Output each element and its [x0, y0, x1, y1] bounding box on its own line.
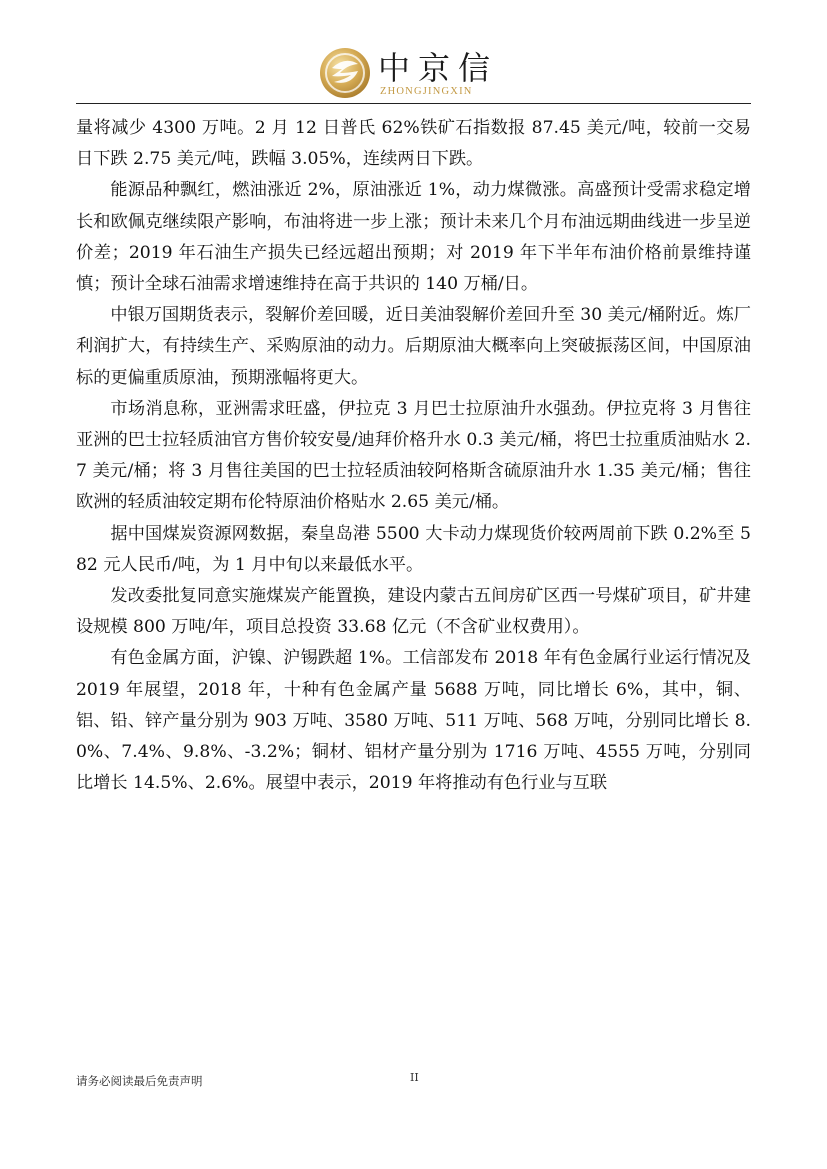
- header-divider: [76, 103, 751, 104]
- company-logo: [318, 46, 518, 102]
- zhongjingxin-emblem-icon: [318, 46, 372, 100]
- disclaimer-note: 请务必阅读最后免责声明: [76, 1074, 203, 1088]
- paragraph-coal-price: 据中国煤炭资源网数据，秦皇岛港 5500 大卡动力煤现货价较两周前下跌 0.2%至 582 元人民币/吨，为 1 月中旬以来最低水平。: [76, 523, 751, 575]
- logo-text-en: ZHONGJINGXIN: [380, 86, 473, 97]
- paragraph-energy: 能源品种飘红，燃油涨近 2%，原油涨近 1%，动力煤微涨。高盛预计受需求稳定增长和欧佩克继续限产影响，布油将进一步上涨；预计未来几个月布油远期曲线进一步呈逆价差；2019 年石油生产损失已经远超出预期；对 2019 年下半年布油价格前景维持谨慎；预计全球石油需求增速维持在高于共识的 140 万桶/日。: [76, 180, 751, 295]
- report-body: [76, 113, 751, 799]
- paragraph-nonferrous-metals: 有色金属方面，沪镍、沪锡跌超 1%。工信部发布 2018 年有色金属行业运行情况及 2019 年展望，2018 年，十种有色金属产量 5688 万吨，同比增长 6%，其中，铜、铝、铅、锌产量分别为 903 万吨、3580 万吨、511 万吨、568 万吨，分别同比增长 8.0%、7.4%、9.8%、-3.2%；铜材、铝材产量分别为 1716 万吨、4555 万吨，分别同比增长 14.5%、2.6%。展望中表示，2019 年将推动有色行业与互联: [76, 648, 751, 794]
- page-header: [0, 0, 827, 106]
- logo-text-cn: 中京信: [378, 49, 499, 87]
- paragraph-crack-spread: 中银万国期货表示，裂解价差回暖，近日美油裂解价差回升至 30 美元/桶附近。炼厂利润扩大，有持续生产、采购原油的动力。后期原油大概率向上突破振荡区间，中国原油标的更偏重质原油，预期涨幅将更大。: [76, 305, 751, 388]
- page-number: II: [410, 1071, 419, 1084]
- paragraph-coal-capacity: 发改委批复同意实施煤炭产能置换，建设内蒙古五间房矿区西一号煤矿项目，矿井建设规模 800 万吨/年，项目总投资 33.68 亿元（不含矿业权费用）。: [76, 586, 751, 638]
- paragraph-basrah-crude: 市场消息称，亚洲需求旺盛，伊拉克 3 月巴士拉原油升水强劲。伊拉克将 3 月售往亚洲的巴士拉轻质油官方售价较安曼/迪拜价格升水 0.3 美元/桶，将巴士拉重质油贴水 2.7 美元/桶；将 3 月售往美国的巴士拉轻质油较阿格斯含硫原油升水 1.35 美元/桶；售往欧洲的轻质油较定期布伦特原油价格贴水 2.65 美元/桶。: [76, 398, 751, 513]
- paragraph-iron-ore: 量将减少 4300 万吨。2 月 12 日普氏 62%铁矿石指数报 87.45 美元/吨，较前一交易日下跌 2.75 美元/吨，跌幅 3.05%，连续两日下跌。: [76, 118, 751, 170]
